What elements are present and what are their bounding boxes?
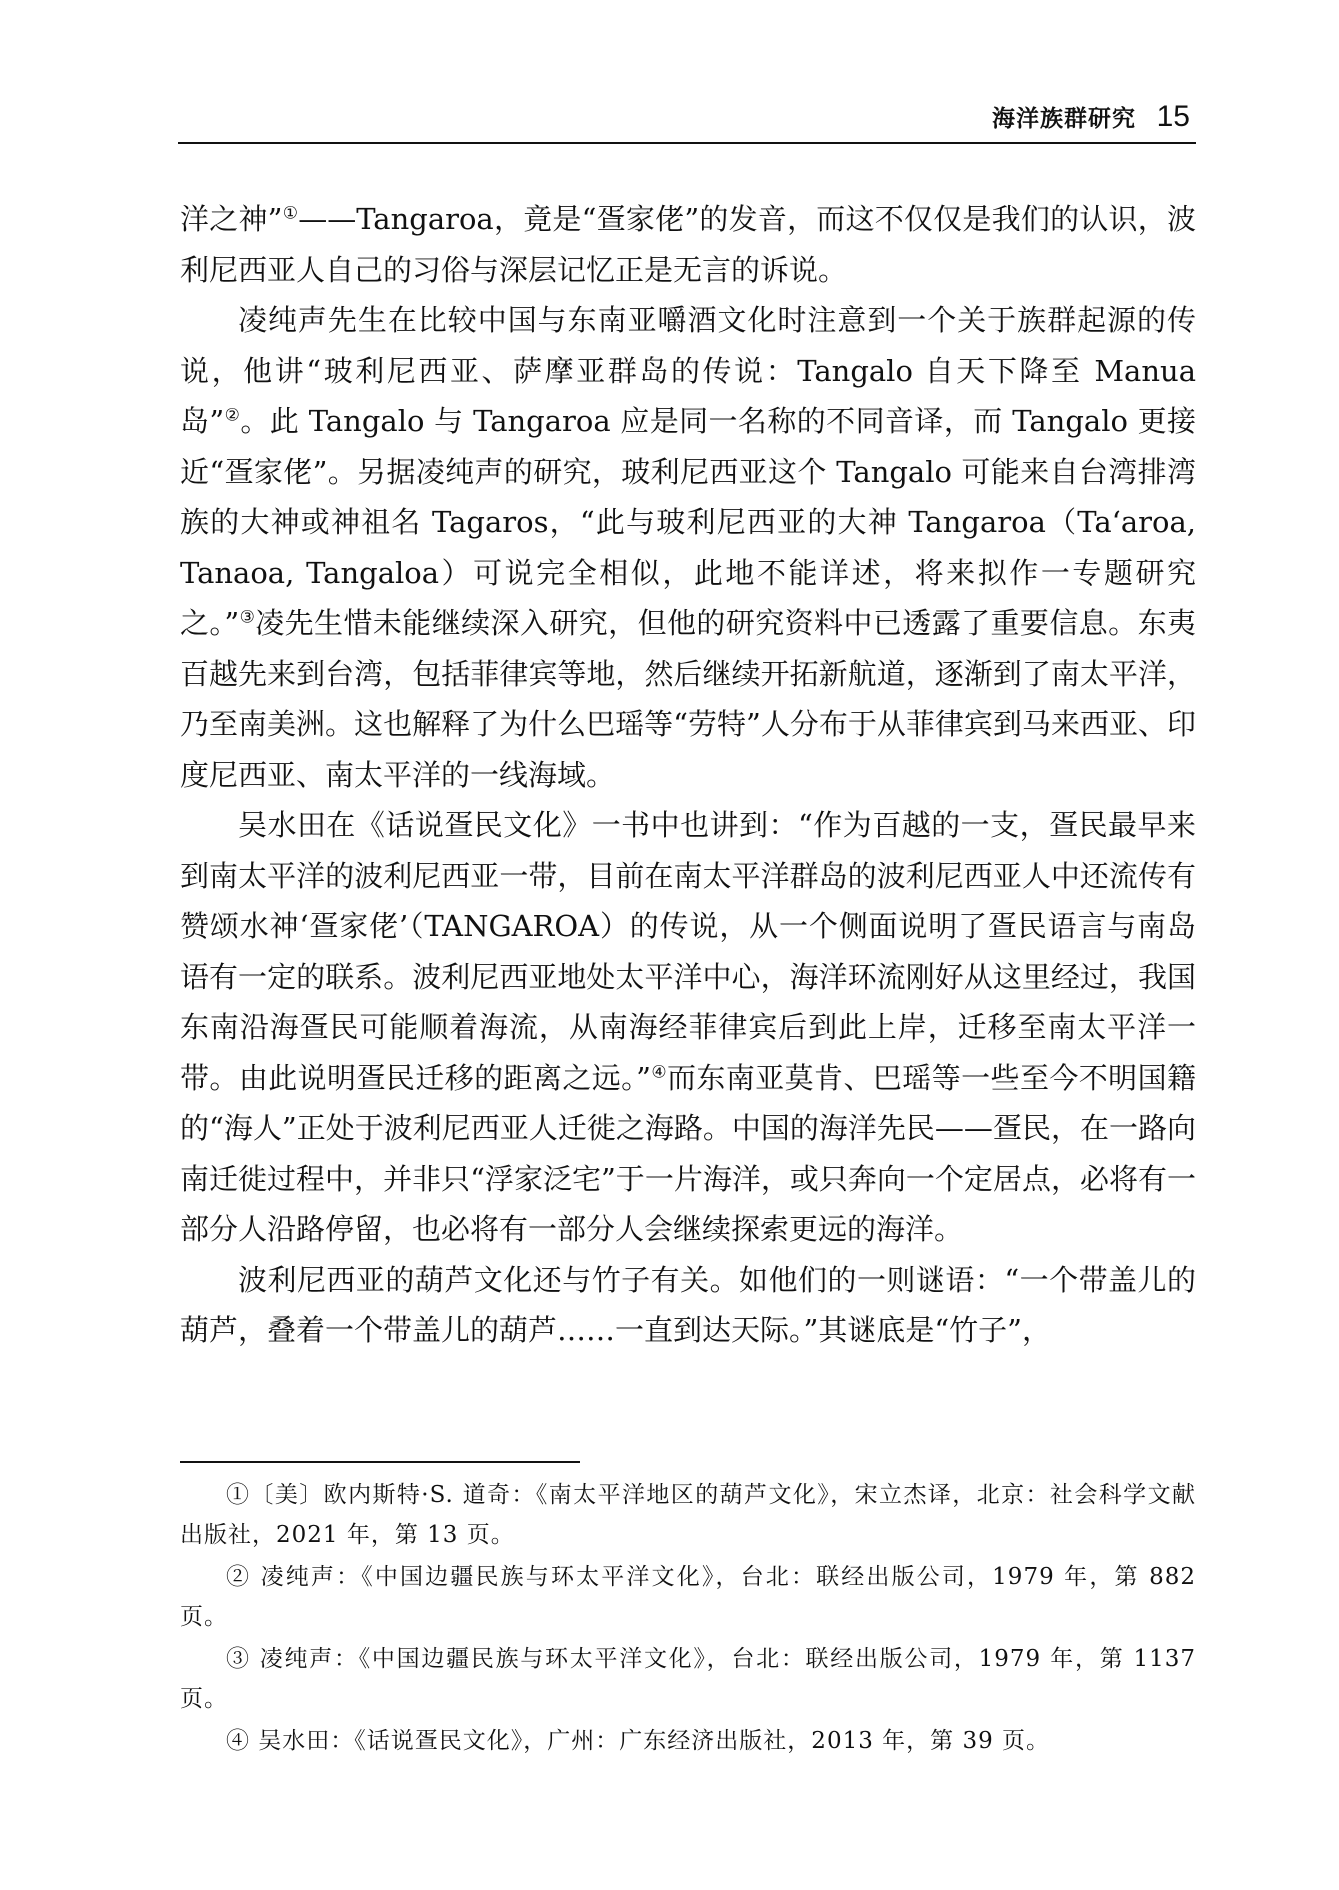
paragraph-1-text-b: ——Tangaroa，竟是“疍家佬”的发音，而这不仅仅是我们的认识，波利尼西亚人自己的习俗与深层记忆正是无言的诉说。 [180,202,1196,287]
paragraph-2-text-c: 凌先生惜未能继续深入研究，但他的研究资料中已透露了重要信息。东夷百越先来到台湾，包括菲律宾等地，然后继续开拓新航道，逐渐到了南太平洋，乃至南美洲。这也解释了为什么巴瑶等“劳特”人分布于从菲律宾到马来西亚、印度尼西亚、南太平洋的一线海域。 [180,606,1196,792]
footnote-ref-3: ③ [239,607,256,628]
footnote-divider [180,1461,580,1463]
footnote-ref-1: ① [282,203,299,224]
running-header [178,102,1196,144]
paragraph-2-text-b: 。此 Tangalo 与 Tangaroa 应是同一名称的不同音译，而 Tangalo 更接近“疍家佬”。另据凌纯声的研究，玻利尼西亚这个 Tangalo 可能来自台湾排湾族的大神或神祖名 Tagaros，“此与玻利尼西亚的大神 Tangaroa（Ta‘aroa, Tanaoa, Tangaloa）可说完全相似，此地不能详述，将来拟作一专题研究之。” [180,404,1196,640]
footnote-4: ④ 吴水田：《话说疍民文化》，广州：广东经济出版社，2013 年，第 39 页。 [226,1728,1051,1754]
paragraph-1-text-a: 洋之神” [180,202,283,236]
paragraph-3-text-b: 而东南亚莫肯、巴瑶等一些至今不明国籍的“海人”正处于波利尼西亚人迁徙之海路。中国的海洋先民——疍民，在一路向南迁徙过程中，并非只“浮家泛宅”于一片海洋，或只奔向一个定居点，必将有一部分人沿路停留，也必将有一部分人会继续探索更远的海洋。 [180,1060,1196,1246]
body-text [180,194,1196,1356]
paragraph-3-text-a: 吴水田在《话说疍民文化》一书中也讲到：“作为百越的一支，疍民最早来到南太平洋的波利尼西亚一带，目前在南太平洋群岛的波利尼西亚人中还流传有赞颂水神‘疍家佬’（TANGAROA）的传说，从一个侧面说明了疍民语言与南岛语有一定的联系。波利尼西亚地处太平洋中心，海洋环流刚好从这里经过，我国东南沿海疍民可能顺着海流，从南海经菲律宾后到此上岸，迁移至南太平洋一带。由此说明疍民迁移的距离之远。” [180,808,1196,1095]
footnote-ref-4: ④ [650,1061,667,1082]
page-number: 15 [1156,100,1190,133]
footnote-ref-2: ② [224,405,241,426]
footnote-1: ①〔美〕欧内斯特·S. 道奇：《南太平洋地区的葫芦文化》，宋立杰译，北京：社会科学文献出版社，2021 年，第 13 页。 [180,1482,1196,1548]
paragraph-3 [180,800,1196,1255]
paragraph-2-text-a: 凌纯声先生在比较中国与东南亚嚼酒文化时注意到一个关于族群起源的传说，他讲“玻利尼西亚、萨摩亚群岛的传说：Tangalo 自天下降至 Manua 岛” [180,303,1196,438]
paragraph-4 [180,1255,1196,1356]
paragraph-1 [180,194,1196,295]
footnote-2: ② 凌纯声：《中国边疆民族与环太平洋文化》，台北：联经出版公司，1979 年，第 882 页。 [180,1564,1196,1630]
running-header-title: 海洋族群研究 [992,106,1136,132]
footnotes [180,1475,1196,1763]
paragraph-4-text: 波利尼西亚的葫芦文化还与竹子有关。如他们的一则谜语：“一个带盖儿的葫芦，叠着一个带盖儿的葫芦……一直到达天际。”其谜底是“竹子”， [180,1262,1196,1347]
footnote-3: ③ 凌纯声：《中国边疆民族与环太平洋文化》，台北：联经出版公司，1979 年，第 1137 页。 [180,1646,1196,1712]
paragraph-2 [180,295,1196,800]
